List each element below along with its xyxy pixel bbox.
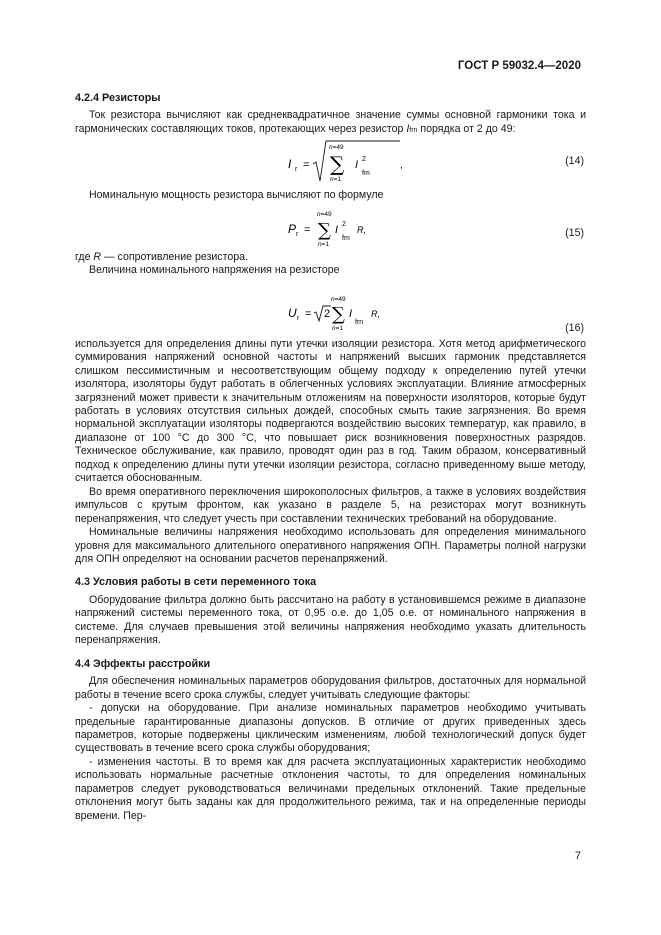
eq15-upper: n=49 — [317, 210, 332, 218]
eq16-root2: 2 — [324, 307, 331, 320]
paragraph-resistor-current: Ток резистора вычисляют как среднеквадратичное значение суммы основной гармоники тока и гармонических составляющих токов, протекающих через резистор Ifrn порядка от 2 до 49: — [75, 109, 586, 135]
section-title-4-3: 4.3 Условия работы в сети переменного тока — [75, 576, 317, 589]
eq15-sigma: ∑ — [318, 219, 331, 241]
paragraph-switching: Во время оперативного переключения широкополосных фильтров, а также в условиях воздействия импульсов с крутым фронтом, как указано в разделе 5, на резисторах могут возникнуть перенапряжения, что следует учесть при составлении технических требований на оборудование. — [75, 485, 586, 525]
eq16-equals: = — [305, 307, 312, 320]
formula-16 — [75, 278, 586, 336]
eq14-r: r — [295, 166, 298, 174]
paragraph-nominal-voltage: Номинальные величины напряжения необходимо использовать для определения минимального уровня для максимального длительного оперативного напряжения ОПН. Параметры полной нагрузки для ОПН определяют на основании расчетов перенапряжений. — [75, 526, 586, 565]
paragraph-power-formula: Номинальную мощность резистора вычисляют по формуле — [89, 189, 384, 202]
equation-number-15: (15) — [565, 226, 584, 239]
eq15-sub: fm — [342, 234, 350, 242]
eq14-sigma: ∑ — [330, 152, 345, 177]
eq15-equals: = — [304, 223, 311, 236]
paragraph-detuning-intro: Для обеспечения номинальных параметров оборудования фильтров, достаточных для нормальной работы в течение всего срока службы, следует учитывать следующие факторы: — [75, 675, 586, 701]
formula-14 — [75, 137, 586, 187]
eq16-upper: n=49 — [331, 295, 346, 303]
eq16-R: R, — [371, 308, 380, 319]
eq14-lower: n=1 — [330, 176, 342, 184]
paragraph-voltage-formula: Величина номинального напряжения на резисторе — [89, 264, 340, 277]
eq15-I: I — [335, 223, 339, 236]
eq16-lower: n=1 — [332, 324, 344, 332]
eq14-upper: n=49 — [329, 144, 344, 152]
eq15-exp: 2 — [342, 220, 346, 228]
eq14-sub: fm — [362, 170, 370, 178]
eq16-sub: frn — [355, 318, 364, 326]
eq14-exp: 2 — [362, 156, 366, 164]
eq14-equals: = — [303, 159, 310, 172]
eq16-I: I — [349, 307, 353, 320]
paragraph-ac-conditions: Оборудование фильтра должно быть рассчитано на работу в установившемся режиме в диапазоне напряжений системы переменного тока, от 0,95 о.е. до 1,05 о.е. от номинального напряжения в системе. Для случаев превышения этой величины напряжения необходимо указать длительность перенапряжения. — [75, 593, 586, 647]
eq14-comma: , — [400, 160, 403, 172]
formula-16-svg — [75, 278, 586, 336]
eq15-lower: n=1 — [318, 240, 330, 248]
page-content — [75, 92, 586, 823]
eq15-P: P — [288, 221, 297, 236]
page-number: 7 — [574, 850, 581, 862]
formula-15-svg — [75, 203, 586, 251]
eq15-R: R, — [357, 224, 366, 235]
formula-14-svg — [75, 137, 586, 187]
eq14-I-fn: I — [355, 159, 359, 172]
section-title-4-2-4: 4.2.4 Резисторы — [75, 92, 161, 104]
list-item-frequency: - изменения частоты. В то время как для расчета эксплуатационных характеристик необходимо использовать нормальные расчетные отклонения частоты, то для определения номинальных параметров следует руководствоваться величинами предельных отклонений. Такие предельные отклонения могут быть заданы как для продолжительного режима, так и на определенные периоды времени. Пер- — [75, 755, 586, 822]
eq16-sigma: ∑ — [332, 303, 345, 325]
standard-header: ГОСТ Р 59032.4—2020 — [457, 60, 581, 72]
paragraph-r-definition: где R — сопротивление резистора. — [75, 250, 248, 263]
eq14-I: I — [288, 157, 292, 172]
section-title-4-4: 4.4 Эффекты расстройки — [75, 657, 211, 670]
eq16-U: U — [288, 305, 297, 320]
list-item-tolerances: - допуски на оборудование. При анализе номинальных параметров необходимо учитывать предельные гарантированные диапазоны допусков. В отличие от других приведенных здесь параметров, которые подвержены циклическим изменениям, любой технологический допуск будет существовать в течение всего срока службы оборудования; — [75, 702, 586, 755]
equation-number-16: (16) — [565, 321, 584, 334]
equation-number-14: (14) — [565, 155, 584, 168]
eq15-r: r — [296, 230, 299, 238]
formula-15 — [75, 203, 586, 251]
eq16-r: r — [297, 314, 300, 322]
paragraph-creepage: используется для определения длины пути утечки изоляции резистора. Хотя метод арифметического суммирования напряжений основной частоты и напряжений высших гармоник представляется слишком пессимистичным и несоответствующим общему подходу к определению путей утечки изолятора, изоляторы будут работать в облегченных условиях эксплуатации. Влияние атмосферных загрязнений может привести к значительным отложениям на поверхности изоляторов, которые будут работать в условиях отсутствия сильных дождей, способных смыть такие загрязнения. Во время нормальной эксплуатации изоляторы подвергаются воздействию высоких температур, как правило, в диапазоне от 100 °С до 300 °С, что повышает риск возникновения поверхностных разрядов. Техническое обслуживание, как правило, проводят один раз в год. Таким образом, консервативный подход к определению длины пути утечки изоляции резистора, согласно приведенному выше методу, считается обоснованным. — [75, 337, 586, 485]
